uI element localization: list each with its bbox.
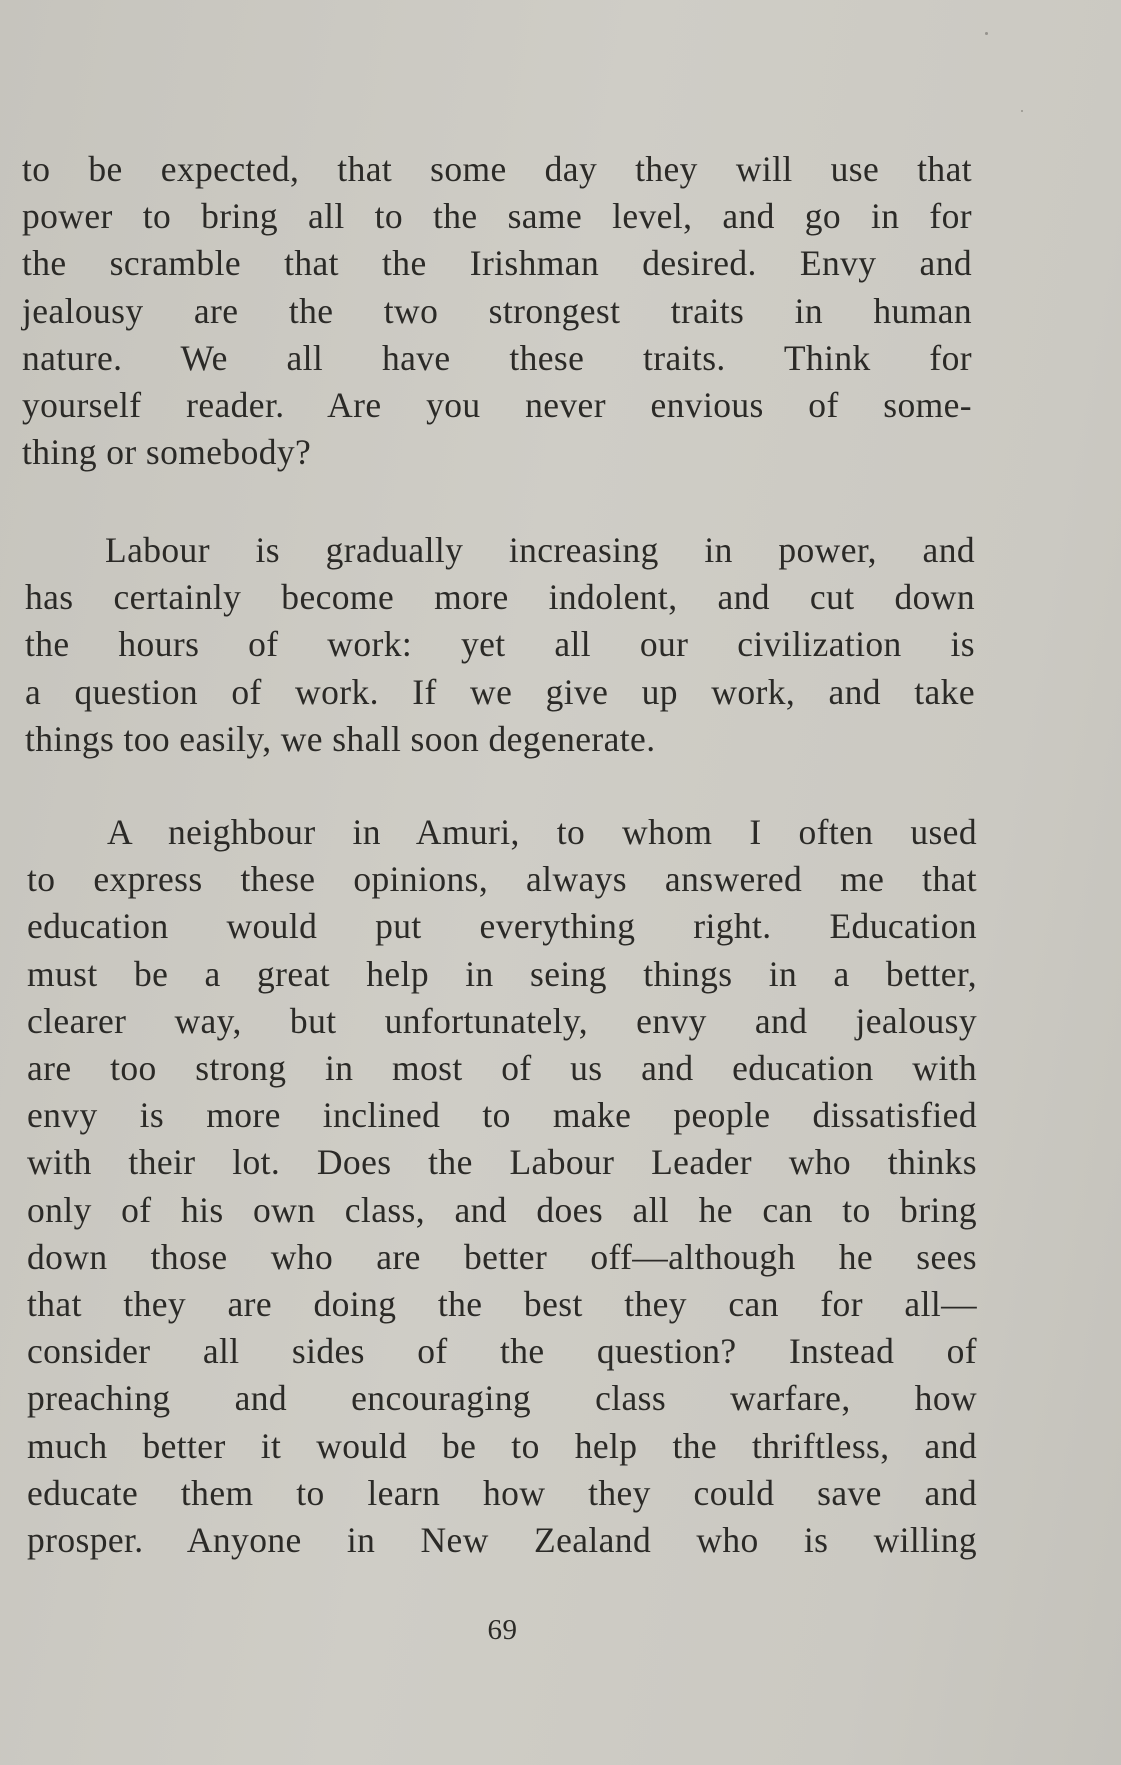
text-line: things too easily, we shall soon degenerate. [25,718,656,759]
text-line: are too strong in most of us and education with [27,1048,977,1089]
paragraph [27,809,977,1564]
paragraph [25,527,975,763]
text-line: power to bring all to the same level, and go in for [22,196,972,237]
paragraph [22,146,972,476]
text-line-content: A neighbour in Amuri, to whom I often used [107,812,977,852]
text-line: the scramble that the Irishman desired. Envy and [22,243,972,284]
text-line: to express these opinions, always answered me that [27,859,977,900]
text-line: consider all sides of the question? Instead of [27,1331,977,1372]
text-line: preaching and encouraging class warfare, how [27,1378,977,1419]
text-line: a question of work. If we give up work, and take [25,671,975,712]
text-line: yourself reader. Are you never envious of some- [22,385,972,426]
page-number: 69 [487,1614,518,1646]
text-line: envy is more inclined to make people dissatisfied [27,1095,977,1136]
paper-speck [1021,110,1023,112]
text-line: jealousy are the two strongest traits in human [22,290,972,331]
text-line: prosper. Anyone in New Zealand who is willing [27,1520,977,1561]
text-line: clearer way, but unfortunately, envy and jealousy [27,1000,977,1041]
text-line: that they are doing the best they can for all— [27,1284,977,1325]
text-line: the hours of work: yet all our civilization is [25,624,975,665]
text-line: nature. We all have these traits. Think for [22,337,972,378]
text-line [27,809,977,856]
text-line: thing or somebody? [22,432,312,473]
text-line-content: Labour is gradually increasing in power, and [105,530,975,570]
text-line: much better it would be to help the thriftless, and [27,1425,977,1466]
text-line: education would put everything right. Education [27,906,977,947]
text-line: educate them to learn how they could save and [27,1472,977,1513]
text-line: has certainly become more indolent, and cut down [25,577,975,618]
text-line: down those who are better off—although he sees [27,1236,977,1277]
text-line: to be expected, that some day they will use that [22,149,972,189]
text-line [25,527,975,574]
text-line: only of his own class, and does all he can to bring [27,1189,977,1230]
paper-speck [985,32,988,35]
text-line: with their lot. Does the Labour Leader who thinks [27,1142,977,1183]
text-line: must be a great help in seing things in a better, [27,953,977,994]
